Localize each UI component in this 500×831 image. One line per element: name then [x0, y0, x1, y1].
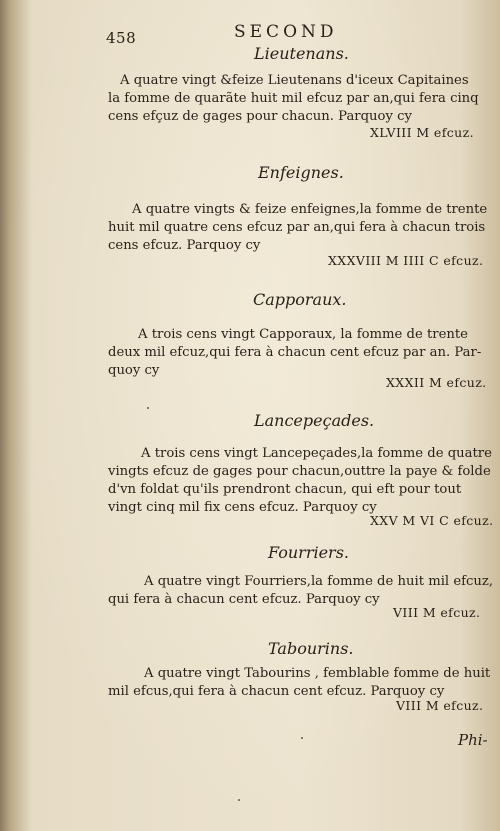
paragraph-lancepecades	[108, 445, 492, 517]
text-line: A trois cens vingt Capporaux, la fomme de trente	[138, 327, 468, 342]
amount-tabourins: VIII M efcuz.	[396, 698, 484, 713]
section-title-enfeignes: Enfeignes.	[258, 163, 344, 182]
text-line: A quatre vingts & feize enfeignes,la fomme de trente	[132, 202, 488, 217]
text-line: quoy cy	[108, 363, 160, 378]
text-line: cens efçuz de gages pour chacun. Parquoy cy	[108, 109, 412, 124]
section-title-tabourins: Tabourins.	[268, 639, 354, 658]
amount-capporaux: XXXII M efcuz.	[386, 375, 487, 390]
paragraph-capporaux	[108, 326, 484, 380]
text-line: qui fera à chacun cent efcuz. Parquoy cy	[108, 592, 380, 607]
section-title-fourriers: Fourriers.	[268, 543, 349, 562]
amount-lancepecades: XXV M VI C efcuz.	[370, 513, 494, 528]
section-title-capporaux: Capporaux.	[253, 290, 347, 309]
text-line: huit mil quatre cens efcuz par an,qui fera à chacun trois	[108, 220, 486, 235]
text-line: d'vn foldat qu'ils prendront chacun, qui eft pour tout	[108, 482, 462, 497]
paper-speck	[147, 407, 149, 409]
page-number: 458	[106, 29, 137, 47]
section-title-lancepecades: Lancepeçades.	[254, 411, 375, 430]
text-line: cens efcuz. Parquoy cy	[108, 238, 261, 253]
catchword: Phi-	[458, 731, 488, 749]
section-title-lieutenans: Lieutenans.	[254, 44, 349, 63]
amount-lieutenans: XLVIII M efcuz.	[370, 125, 474, 140]
text-line: mil efcus,qui fera à chacun cent efcuz. Parquoy cy	[108, 684, 445, 699]
text-line: A trois cens vingt Lancepeçades,la fomme de quatre	[141, 446, 492, 461]
paragraph-tabourins	[108, 665, 491, 701]
text-line: A quatre vingt Fourriers,la fomme de huit mil efcuz,	[144, 574, 494, 589]
amount-enfeignes: XXXVIII M IIII C efcuz.	[328, 253, 484, 268]
amount-fourriers: VIII M efcuz.	[393, 605, 481, 620]
text-line: A quatre vingt &feize Lieutenans d'iceux Capitaines	[120, 73, 469, 88]
running-head: SECOND	[234, 22, 338, 42]
text-line: deux mil efcuz,qui fera à chacun cent efcuz par an. Par-	[108, 345, 482, 360]
paragraph-fourriers	[108, 573, 494, 609]
paper-speck	[238, 799, 240, 801]
text-line: A quatre vingt Tabourins , femblable fomme de huit	[144, 666, 491, 681]
paragraph-enfeignes	[108, 201, 488, 255]
text-line: vingt cinq mil fix cens efcuz. Parquoy cy	[108, 500, 377, 515]
text-line: la fomme de quarãte huit mil efcuz par an,qui fera cinq	[108, 91, 479, 106]
text-line: vingts efcuz de gages pour chacun,outtre la paye & folde	[108, 464, 491, 479]
paragraph-lieutenans	[108, 72, 484, 126]
paper-speck	[301, 737, 303, 739]
